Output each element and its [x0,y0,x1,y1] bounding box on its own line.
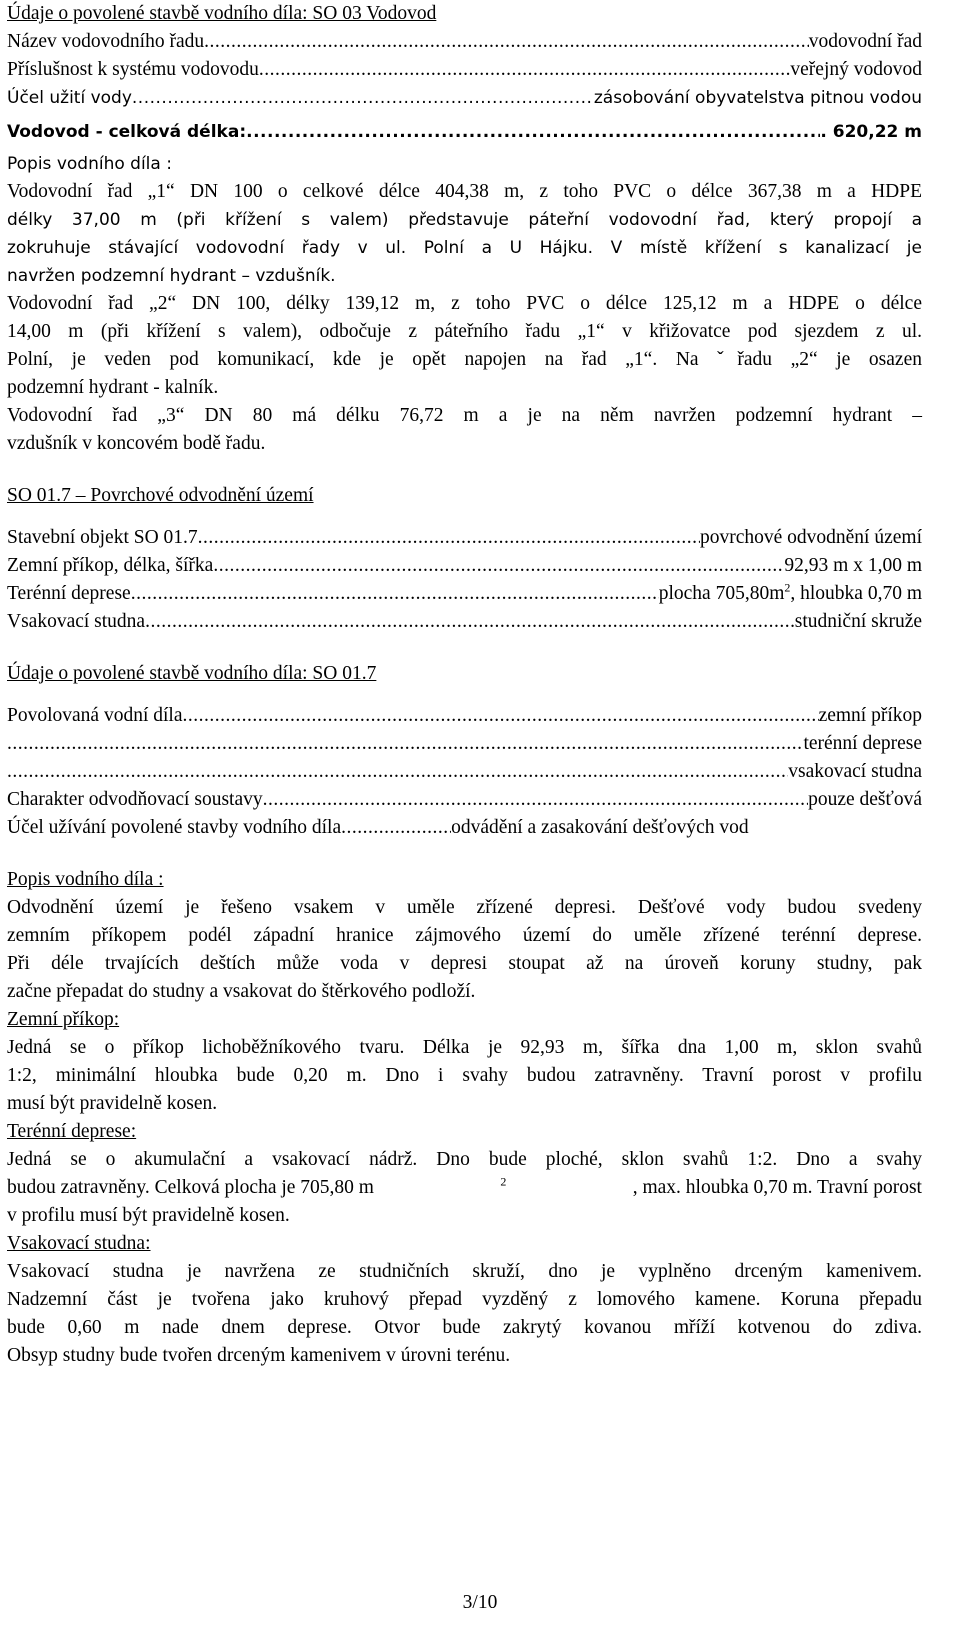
spec-row-vsakovaci-studna-2: ..... vsakovací studna [7,758,922,786]
paragraph-line: navržen podzemní hydrant – vzdušník. [7,266,336,286]
spec-row-ucel: Účel užití vody ..... zásobování obyvatelstva pitnou vodou [7,84,922,112]
subheading-terenni-deprese: Terénní deprese: [7,1121,137,1142]
spec-row-terenni-deprese: Terénní deprese ..... plocha $705,80m^2$, hloubka 0,70 m [7,580,922,608]
paragraph-line: Jedná se o akumulační a vsakovací nádrž. Dno bude ploché, sklon svahů 1:2. Dno a svahy [7,1149,922,1170]
text-segment: budou zatravněny. Celková plocha je 705,80 m [7,1177,374,1198]
spec-row-povolovana-dila: Povolovaná vodní díla ..... zemní příkop [7,702,922,730]
text-segment: , max. hloubka 0,70 m. Travní porost [632,1177,922,1198]
section-heading-so03: Údaje o povolené stavbě vodního díla: SO 03 Vodovod [7,3,437,24]
paragraph-line: Vodovodní řad „1“ DN 100 o celkové délce 404,38 m, z toho PVC o délce 367,38 m a HDPE [7,181,922,202]
paragraph-line: Vodovodní řad „3“ DN 80 má délku 76,72 m a je na něm navržen podzemní hydrant – [7,405,922,426]
paragraph-line: musí být pravidelně kosen. [7,1093,218,1114]
superscript: 2 [500,1174,507,1189]
paragraph-line: začne přepadat do studny a vsakovat do štěrkového podloží. [7,981,476,1002]
paragraph-line: vzdušník v koncovém bodě řadu. [7,433,266,454]
section-title-so017: SO 01.7 – Povrchové odvodnění území [7,485,314,506]
paragraph-line: Obsyp studny bude tvořen drceným kamenivem v úrovni terénu. [7,1345,511,1366]
paragraph-line: Polní, je veden pod komunikací, kde je opět napojen na řad „1“. Na ˇřadu „2“ je osazen [7,349,922,370]
paragraph-line: Odvodnění území je řešeno vsakem v uměle zřízené depresi. Dešťové vody budou svedeny [7,897,922,918]
spec-row-stavebni-objekt: Stavební objekt SO 01.7 ..... povrchové odvodnění území [7,524,922,552]
paragraph-line: Jedná se o příkop lichoběžníkového tvaru. Délka je 92,93 m, šířka dna 1,00 m, sklon svahů [7,1037,922,1058]
paragraph-line: zemním příkopem podél západní hranice zájmového území do uměle zřízené terénní deprese. [7,925,922,946]
paragraph-line [7,1174,922,1202]
paragraph-line: délky 37,00 m (při křížení s valem) představuje páteřní vodovodní řad, který propojí a [7,210,922,230]
page-number: 3/10 [462,1592,498,1613]
spec-row-ucel-uzivani: Účel užívání povolené stavby vodního díla ..... odvádění a zasakování dešťových vod [7,814,922,842]
paragraph-line: zokruhuje stávající vodovodní řady v ul. Polní a U Hájku. V místě křížení s kanalizací je [7,238,922,258]
paragraph-line: v profilu musí být pravidelně kosen. [7,1205,290,1226]
subheading-vsakovaci-studna: Vsakovací studna: [7,1233,151,1254]
spec-row-celkova-delka: Vodovod - celková délka: ..... . 620,22 m [7,118,922,146]
document-page [7,0,922,1370]
paragraph-line: 1:2, minimální hloubka bude 0,20 m. Dno i svahy budou zatravněny. Travní porost v profilu [7,1065,922,1086]
paragraph-line: Při déle trvajících deštích může voda v depresi stoupat až na úroveň koruny studny, pak [7,953,922,974]
spec-row-charakter: Charakter odvodňovací soustavy ..... pouze dešťová [7,786,922,814]
paragraph-line: Vodovodní řad „2“ DN 100, délky 139,12 m, z toho PVC o délce 125,12 m a HDPE o délce [7,293,922,314]
paragraph-line: 14,00 m (při křížení s valem), odbočuje z páteřního řadu „1“ v křižovatce pod sjezdem z ul. [7,321,922,342]
spec-row-prislusnost: Příslušnost k systému vodovodu ..... veřejný vodovod [7,56,922,84]
spec-row-zemni-prikop: Zemní příkop, délka, šířka ..... 92,93 m x 1,00 m [7,552,922,580]
paragraph-line: bude 0,60 m nade dnem deprese. Otvor bude zakrytý kovanou mříží kotvenou do zdiva. [7,1317,922,1338]
paragraph-line: Nadzemní část je tvořena jako kruhový přepad vyzděný z lomového kamene. Koruna přepadu [7,1289,922,1310]
popis-label-so03: Popis vodního díla : [7,154,172,174]
paragraph-so03 [7,178,922,458]
spec-row-vsakovaci-studna: Vsakovací studna ..... studniční skruže [7,608,922,636]
paragraph-line: Vsakovací studna je navržena ze studničních skruží, dno je vyplněno drceným kamenivem. [7,1261,922,1282]
section-heading-so017: Údaje o povolené stavbě vodního díla: SO 01.7 [7,663,377,684]
popis-label-so017: Popis vodního díla : [7,869,164,890]
paragraph-line: podzemní hydrant - kalník. [7,377,219,398]
spec-row-nazev: Název vodovodního řadu ..... vodovodní řad [7,28,922,56]
spec-row-terenni-deprese-2: ..... terénní deprese [7,730,922,758]
subheading-zemni-prikop: Zemní příkop: [7,1009,120,1030]
